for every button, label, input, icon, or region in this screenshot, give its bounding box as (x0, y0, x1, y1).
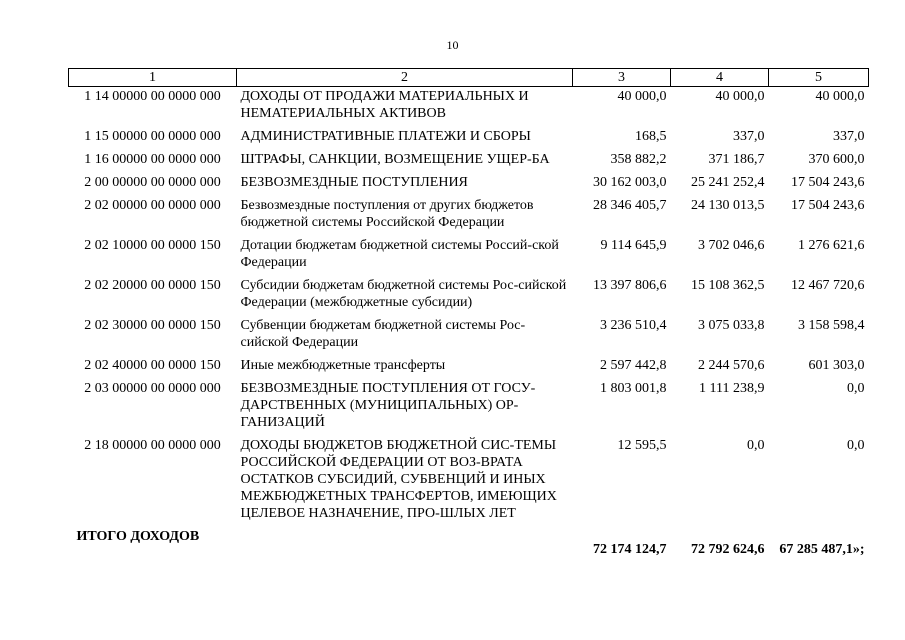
value-1-cell: 13 397 806,6 (593, 278, 667, 293)
table-header-row (69, 69, 869, 87)
total-label: ИТОГО ДОХОДОВ (76, 529, 200, 544)
budget-code-cell: 1 15 00000 00 0000 000 (84, 129, 221, 144)
value-3-cell: 12 467 720,6 (791, 278, 865, 293)
budget-code-cell: 2 02 10000 00 0000 150 (84, 238, 221, 253)
value-2-cell: 24 130 013,5 (691, 198, 765, 213)
value-3-cell: 17 504 243,6 (791, 175, 865, 190)
table-row (69, 150, 869, 173)
column-header-value-3: 5 (769, 69, 869, 87)
column-header-value-2: 4 (671, 69, 769, 87)
value-3-cell: 40 000,0 (815, 89, 865, 104)
table-row (69, 436, 869, 527)
value-2-cell: 40 000,0 (715, 89, 765, 104)
value-1-cell: 1 803 001,8 (600, 381, 667, 396)
value-1-cell: 2 597 442,8 (600, 358, 667, 373)
column-header-name: 2 (237, 69, 573, 87)
budget-code-cell: 2 00 00000 00 0000 000 (84, 175, 221, 190)
revenue-name-cell: ДОХОДЫ БЮДЖЕТОВ БЮДЖЕТНОЙ СИС-ТЕМЫ РОССИЙСКОЙ ФЕДЕРАЦИИ ОТ ВОЗ-ВРАТА ОСТАТКОВ СУБСИДИЙ, СУБВЕНЦИЙ И ИНЫХ МЕЖБЮДЖЕТНЫХ ТРАНСФЕРТОВ, ИМЕЮЩИХ ЦЕЛЕВОЕ НАЗНАЧЕНИЕ, ПРО-ШЛЫХ ЛЕТ (240, 438, 557, 521)
value-2-cell: 15 108 362,5 (691, 278, 765, 293)
value-2-cell: 3 075 033,8 (698, 318, 765, 333)
total-value-1: 72 174 124,7 (593, 542, 667, 557)
table-row (69, 379, 869, 436)
table-row (69, 87, 869, 128)
budget-code-cell: 2 02 00000 00 0000 000 (84, 198, 221, 213)
value-2-cell: 1 111 238,9 (699, 381, 765, 396)
budget-code-cell: 1 16 00000 00 0000 000 (84, 152, 221, 167)
value-3-cell: 601 303,0 (808, 358, 865, 373)
revenue-name-cell: Дотации бюджетам бюджетной системы Россий-ской Федерации (240, 238, 559, 270)
page-number: 10 (446, 38, 459, 52)
total-row (69, 527, 869, 563)
revenue-name-cell: АДМИНИСТРАТИВНЫЕ ПЛАТЕЖИ И СБОРЫ (240, 129, 531, 144)
budget-revenue-table (68, 68, 869, 563)
budget-code-cell: 2 18 00000 00 0000 000 (84, 438, 221, 453)
value-3-cell: 3 158 598,4 (798, 318, 865, 333)
total-value-3: 67 285 487,1»; (779, 542, 865, 557)
budget-code-cell: 2 02 40000 00 0000 150 (84, 358, 221, 373)
value-2-cell: 3 702 046,6 (698, 238, 765, 253)
revenue-name-cell: Субсидии бюджетам бюджетной системы Рос-сийской Федерации (межбюджетные субсидии) (240, 278, 567, 310)
value-3-cell: 337,0 (833, 129, 865, 144)
budget-code-cell: 2 02 20000 00 0000 150 (84, 278, 221, 293)
value-1-cell: 12 595,5 (617, 438, 667, 453)
value-3-cell: 0,0 (847, 438, 865, 453)
value-3-cell: 370 600,0 (808, 152, 865, 167)
revenue-name-cell: Субвенции бюджетам бюджетной системы Рос-сийской Федерации (240, 318, 526, 350)
value-1-cell: 168,5 (635, 129, 667, 144)
table-row (69, 356, 869, 379)
revenue-name-cell: Иные межбюджетные трансферты (240, 358, 446, 373)
value-2-cell: 2 244 570,6 (698, 358, 765, 373)
budget-code-cell: 2 03 00000 00 0000 000 (84, 381, 221, 396)
table-row (69, 127, 869, 150)
value-1-cell: 9 114 645,9 (600, 238, 667, 253)
table-row (69, 316, 869, 356)
budget-code-cell: 1 14 00000 00 0000 000 (84, 89, 221, 104)
value-2-cell: 25 241 252,4 (691, 175, 765, 190)
value-1-cell: 30 162 003,0 (593, 175, 667, 190)
table-row (69, 236, 869, 276)
total-value-2: 72 792 624,6 (691, 542, 765, 557)
value-2-cell: 337,0 (733, 129, 765, 144)
total-spacer (237, 527, 573, 563)
revenue-name-cell: Безвозмездные поступления от других бюджетов бюджетной системы Российской Федерации (240, 198, 534, 230)
value-1-cell: 3 236 510,4 (600, 318, 667, 333)
value-1-cell: 40 000,0 (617, 89, 667, 104)
value-3-cell: 1 276 621,6 (798, 238, 865, 253)
revenue-name-cell: ШТРАФЫ, САНКЦИИ, ВОЗМЕЩЕНИЕ УЩЕР-БА (240, 152, 550, 167)
column-header-value-1: 3 (573, 69, 671, 87)
value-3-cell: 0,0 (847, 381, 865, 396)
revenue-name-cell: ДОХОДЫ ОТ ПРОДАЖИ МАТЕРИАЛЬНЫХ И НЕМАТЕРИАЛЬНЫХ АКТИВОВ (240, 89, 529, 121)
value-1-cell: 28 346 405,7 (593, 198, 667, 213)
table-row (69, 173, 869, 196)
table-row (69, 196, 869, 236)
budget-code-cell: 2 02 30000 00 0000 150 (84, 318, 221, 333)
value-2-cell: 0,0 (747, 438, 765, 453)
revenue-name-cell: БЕЗВОЗМЕЗДНЫЕ ПОСТУПЛЕНИЯ (240, 175, 468, 190)
value-2-cell: 371 186,7 (708, 152, 765, 167)
revenue-name-cell: БЕЗВОЗМЕЗДНЫЕ ПОСТУПЛЕНИЯ ОТ ГОСУ-ДАРСТВЕННЫХ (МУНИЦИПАЛЬНЫХ) ОР-ГАНИЗАЦИЙ (240, 381, 536, 430)
table-row (69, 276, 869, 316)
column-header-code: 1 (69, 69, 237, 87)
value-1-cell: 358 882,2 (610, 152, 667, 167)
value-3-cell: 17 504 243,6 (791, 198, 865, 213)
